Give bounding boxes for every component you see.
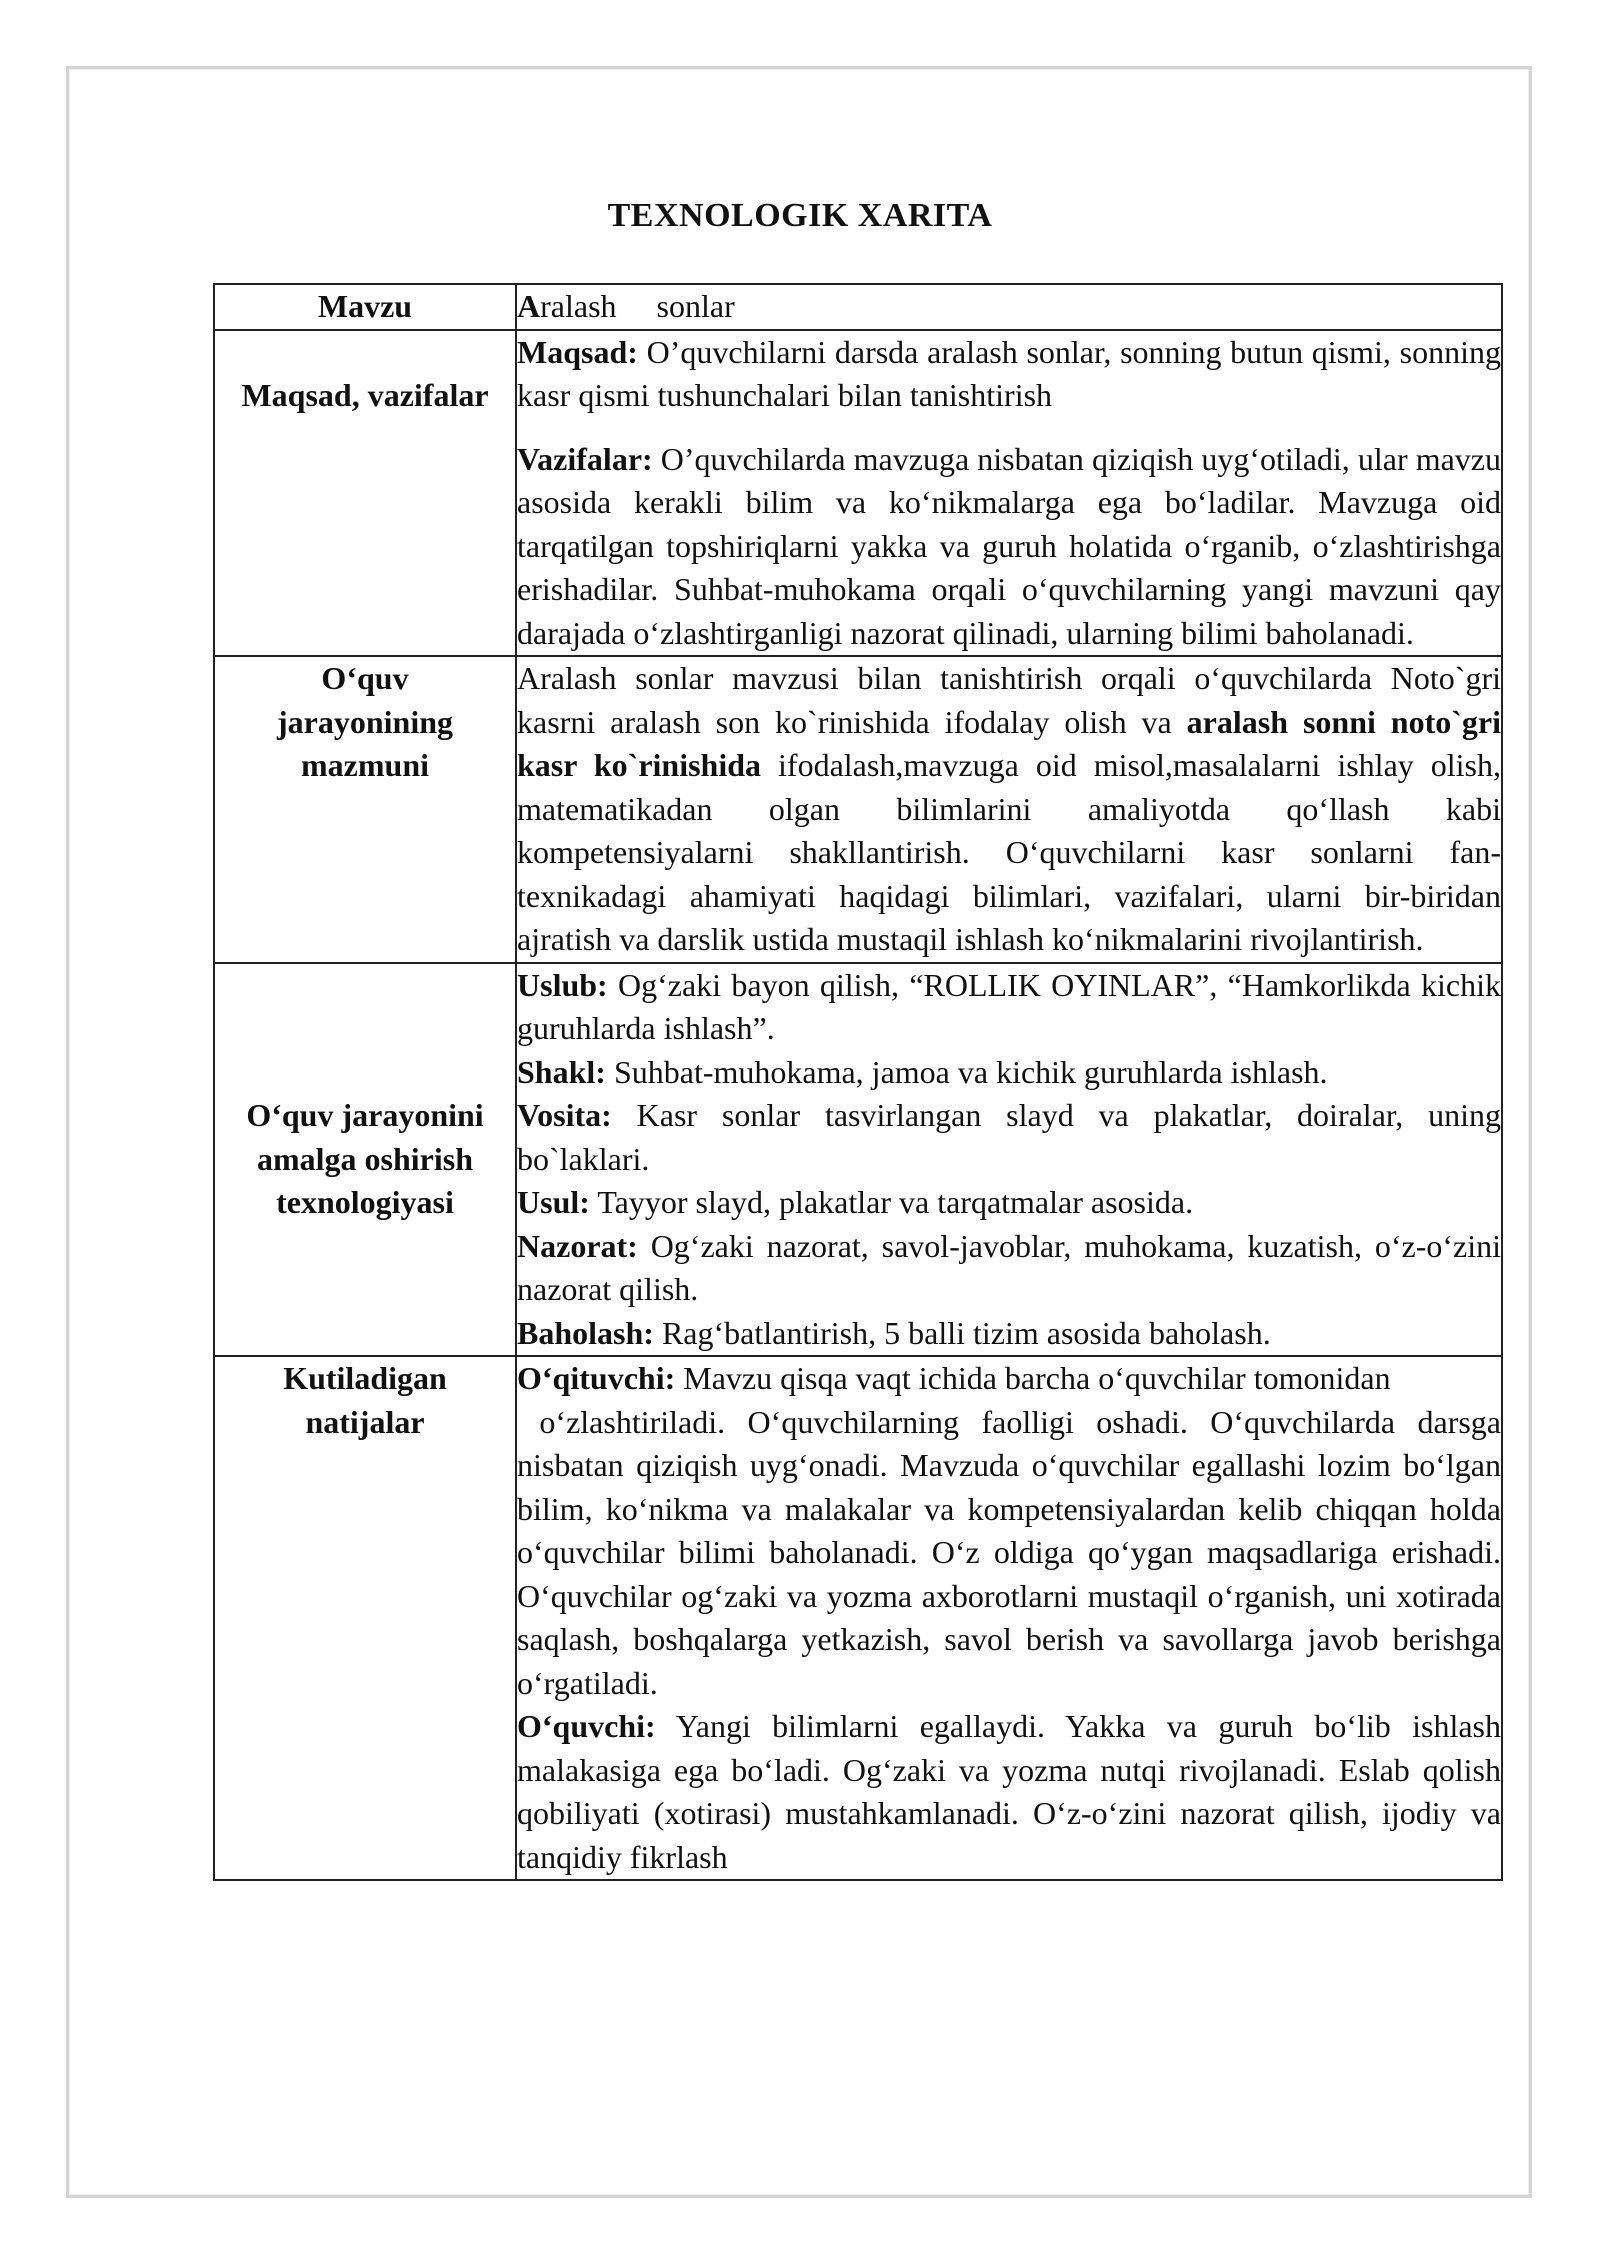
oquvchi-text: Yangi bilimlarni egallaydi. Yakka va guruh boʻlib ishlash malakasiga ega boʻladi. Ogʻzaki va yozma nutqi rivojlanadi. Eslab qolish qobiliyati (xotirasi) mustahkamlanadi. Oʻz-oʻzini nazorat qilish, ijodiy va tanqidiy fikrlash: [517, 1708, 1501, 1875]
texnologiya-item-baholash: [517, 1312, 1501, 1356]
oquvchi-label: Oʻquvchi:: [517, 1708, 656, 1744]
table-row-maqsad: [214, 330, 1502, 657]
usul-label: Usul:: [517, 1184, 590, 1220]
mavzu-first-letter: A: [517, 288, 541, 324]
baholash-text: Ragʻbatlantirish, 5 balli tizim asosida baholash.: [653, 1314, 1271, 1351]
vazifalar-text: O’quvchilarda mavzuga nisbatan qiziqish uygʻotiladi, ular mavzu asosida kerakli bilim va koʻnikmalarga ega boʻladilar. Mavzuga oid tarqatilgan topshiriqlarni yakka va guruh holatida oʻrganib, oʻzlashtirishga erishadilar. Suhbat-muhokama orqali oʻquvchilarning yangi mavzuni qay darajada oʻzlashtirganligi nazorat qilinadi, ularning bilimi baholanadi.: [517, 440, 1501, 651]
uslub-text: Ogʻzaki bayon qilish, “ROLLIK OYINLAR”, “Hamkorlikda kichik guruhlarda ishlash”.: [517, 966, 1501, 1046]
oqituvchi-paragraph-2: oʻzlashtiriladi. Oʻquvchilarning faolligi oshadi. Oʻquvchilarda darsga nisbatan qiziqish uygʻonadi. Mavzuda oʻquvchilar egallashi lozim boʻlgan bilim, koʻnikma va malakalar va kompetensiyalardan kelib chiqqan holda oʻquvchilar bilimi baholanadi. Oʻz oldiga qoʻygan maqsadlariga erishadi. Oʻquvchilar ogʻzaki va yozma axborotlarni mustaqil oʻrganish, uni xotirada saqlash, boshqalarga yetkazish, savol berish va savollarga javob berishga oʻrgatiladi.: [517, 1403, 1510, 1701]
row-label-natijalar: [214, 1356, 516, 1880]
row-label-texnologiya: [214, 963, 516, 1357]
nazorat-text: Ogʻzaki nazorat, savol-javoblar, muhokama, kuzatish, oʻz-oʻzini nazorat qilish.: [517, 1227, 1501, 1307]
texnologiya-item-shakl: [517, 1051, 1501, 1095]
row-label-mazmun: [214, 656, 516, 963]
table-row-natijalar: [214, 1356, 1502, 1880]
row-label-maqsad: [214, 330, 516, 657]
oqituvchi-paragraph-1: [517, 1357, 1501, 1401]
row-content-maqsad: [516, 330, 1502, 657]
usul-text: Tayyor slayd, plakatlar va tarqatmalar asosida.: [589, 1184, 1194, 1220]
document-title: TEXNOLOGIK XARITA: [607, 197, 993, 234]
shakl-text: Suhbat-muhokama, jamoa va kichik guruhlarda ishlash.: [605, 1053, 1328, 1090]
maqsad-paragraph: [517, 331, 1501, 418]
row-label-mavzu: Mavzu: [214, 284, 516, 330]
row-content-natijalar: [516, 1356, 1510, 1880]
mazmun-paragraph: [517, 657, 1501, 962]
maqsad-vazifalar-label: Maqsad, vazifalar: [241, 376, 489, 413]
row-content-mazmun: [516, 656, 1502, 963]
table-row-texnologiya: [214, 963, 1502, 1357]
nazorat-label: Nazorat:: [517, 1227, 638, 1264]
row-content-texnologiya: [516, 963, 1502, 1357]
row-content-mavzu: [516, 284, 1502, 330]
vosita-text: Kasr sonlar tasvirlangan slayd va plakatlar, doiralar, uning bo`laklari.: [517, 1097, 1501, 1177]
texnologiya-item-usul: [517, 1181, 1501, 1225]
vosita-label: Vosita:: [517, 1097, 612, 1133]
vazifalar-label: Vazifalar:: [517, 440, 653, 477]
oqituvchi-label: Oʻqituvchi:: [517, 1360, 676, 1396]
shakl-label: Shakl:: [517, 1053, 606, 1090]
natijalar-label: Kutiladigan natijalar: [283, 1360, 447, 1440]
oquvchi-paragraph: [517, 1705, 1501, 1879]
texnologiya-item-vosita: [517, 1094, 1501, 1181]
texnologiya-item-nazorat: [517, 1225, 1501, 1312]
texnologiya-item-uslub: [517, 964, 1501, 1051]
oqituvchi-text-1: Mavzu qisqa vaqt ichida barcha oʻquvchilar tomonidan: [675, 1360, 1391, 1396]
baholash-label: Baholash:: [517, 1314, 654, 1351]
table-row-mazmun: [214, 656, 1502, 963]
mazmun-text-bold: aralash sonni noto`gri kasr ko`rinishida: [517, 703, 1502, 783]
maqsad-text: O’quvchilarni darsda aralash sonlar, sonning butun qismi, sonning kasr qismi tushunchalari bilan tanishtirish: [517, 333, 1501, 413]
maqsad-label: Maqsad:: [517, 333, 638, 370]
texnologiya-label: Oʻquv jarayonini amalga oshirish texnologiyasi: [246, 1097, 484, 1220]
uslub-label: Uslub:: [517, 966, 608, 1003]
table-row-mavzu: [214, 284, 1502, 330]
mazmun-label: Oʻquv jarayonining mazmuni: [276, 660, 454, 783]
technological-map-table: [213, 283, 1510, 1881]
mazmun-text-1: Aralash sonlar mavzusi bilan tanishtirish orqali oʻquvchilarda Noto`gri kasrni aralash son ko`rinishida ifodalay olish va: [517, 660, 1501, 740]
mavzu-value: ralash sonlar: [540, 288, 735, 324]
vazifalar-paragraph: [517, 438, 1501, 656]
mazmun-text-2: ifodalash,mavzuga oid misol,masalalarni ishlay olish, matematikadan olgan bilimlarini amaliyotda qoʻllash kabi kompetensiyalarni shakllantirish. Oʻquvchilarni kasr sonlarni fan-texnikadagi ahamiyati haqidagi bilimlari, vazifalari, ularni bir-biridan ajratish va darslik ustida mustaqil ishlash koʻnikmalarini rivojlantirish.: [517, 747, 1502, 957]
